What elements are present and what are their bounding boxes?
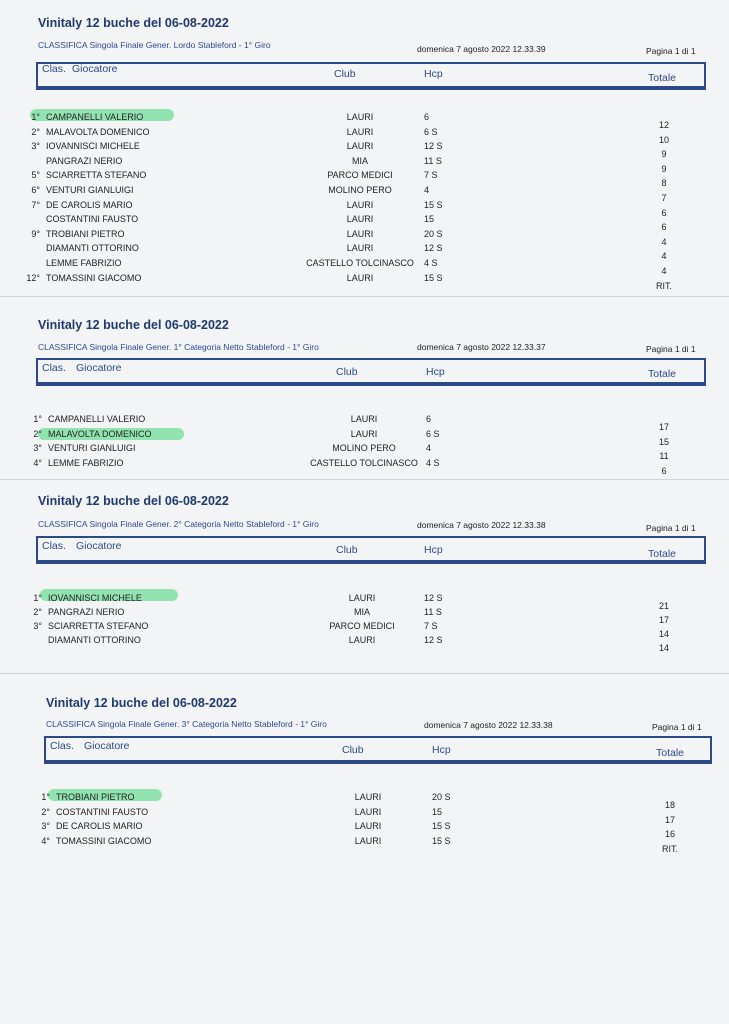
table-header-box: [36, 536, 706, 562]
classification-subtitle: CLASSIFICA Singola Finale Gener. 3° Categoria Netto Stableford - 1° Giro: [46, 719, 327, 729]
row-hcp: 15 S: [432, 821, 451, 831]
table-row: [20, 170, 720, 189]
row-player-name: TOMASSINI GIACOMO: [46, 272, 142, 283]
row-player-name: MALAVOLTA DOMENICO: [48, 428, 152, 439]
row-position: 12°: [26, 272, 40, 283]
header-giocatore: Giocatore: [84, 740, 130, 752]
row-player-name: COSTANTINI FAUSTO: [46, 214, 139, 225]
table-row: [20, 243, 720, 262]
header-hcp: Hcp: [424, 544, 443, 556]
row-position: 4°: [41, 835, 50, 846]
row-total: 6: [661, 222, 667, 233]
header-totale: Totale: [648, 72, 677, 84]
row-position: 3°: [33, 621, 42, 631]
row-player-name: VENTURI GIANLUIGI: [46, 185, 134, 195]
table-row: [20, 228, 720, 247]
row-position: 6°: [31, 185, 40, 195]
row-club: LAURI: [354, 821, 382, 831]
header-totale: Totale: [656, 747, 685, 759]
row-club: LAURI: [346, 243, 374, 254]
row-total: RIT.: [655, 280, 672, 291]
row-hcp: 4 S: [426, 457, 440, 468]
row-hcp: 4: [424, 185, 430, 195]
table-row: [22, 635, 722, 653]
row-club: LAURI: [348, 635, 376, 645]
row-hcp: 7 S: [424, 621, 438, 631]
row-club: LAURI: [346, 214, 374, 225]
row-hcp: 12 S: [424, 243, 443, 254]
row-position: 3°: [41, 821, 50, 831]
page-title: Vinitaly 12 buche del 06-08-2022: [38, 494, 229, 508]
row-total: 12: [658, 120, 669, 130]
header-clas: Clas.: [50, 740, 74, 752]
row-position: 1°: [33, 593, 42, 603]
row-total: 9: [661, 149, 667, 160]
row-player-name: COSTANTINI FAUSTO: [56, 806, 149, 817]
row-position: 1°: [41, 792, 50, 802]
row-total: 7: [661, 193, 667, 203]
table-row: [22, 593, 722, 611]
table-row: [22, 443, 722, 461]
row-hcp: 15 S: [424, 199, 443, 210]
row-club: MIA: [351, 155, 368, 166]
table-row: [30, 821, 729, 839]
print-date: domenica 7 agosto 2022 12.33.38: [424, 720, 553, 730]
row-hcp: 4: [426, 443, 432, 453]
print-date: domenica 7 agosto 2022 12.33.38: [417, 520, 546, 530]
table-row: [20, 112, 720, 130]
page-title: Vinitaly 12 buche del 06-08-2022: [46, 696, 237, 710]
table-row: [20, 126, 720, 145]
classification-subtitle: CLASSIFICA Singola Finale Gener. Lordo Stableford - 1° Giro: [38, 40, 271, 50]
row-club: LAURI: [354, 792, 382, 802]
row-total: RIT.: [661, 843, 678, 854]
row-player-name: DE CAROLIS MARIO: [56, 821, 143, 831]
table-row: [22, 414, 722, 432]
row-player-name: SCIARRETTA STEFANO: [48, 621, 149, 631]
row-hcp: 15 S: [432, 835, 451, 846]
row-hcp: 7 S: [424, 170, 438, 181]
print-date: domenica 7 agosto 2022 12.33.37: [417, 342, 546, 352]
row-player-name: CAMPANELLI VALERIO: [46, 112, 144, 122]
row-hcp: 12 S: [424, 141, 443, 152]
row-player-name: IOVANNISCI MICHELE: [46, 141, 140, 152]
row-hcp: 6: [426, 414, 432, 424]
row-total: 8: [661, 178, 667, 189]
header-giocatore: Giocatore: [76, 540, 122, 552]
row-position: 2°: [33, 607, 42, 617]
row-total: 21: [658, 601, 669, 611]
row-hcp: 15 S: [424, 272, 443, 283]
row-total: 18: [664, 800, 675, 810]
table-header-box: [36, 62, 706, 88]
row-player-name: SCIARRETTA STEFANO: [46, 170, 147, 181]
row-player-name: PANGRAZI NERIO: [46, 155, 123, 166]
table-row: [20, 214, 720, 233]
row-position: 5°: [31, 170, 40, 181]
row-position: 2°: [31, 126, 40, 137]
row-hcp: 20 S: [432, 792, 451, 802]
row-position: 4°: [33, 457, 42, 468]
table-row: [20, 185, 720, 203]
table-row: [20, 272, 720, 291]
row-hcp: 15: [432, 806, 443, 817]
row-club: CASTELLO TOLCINASCO: [306, 258, 414, 268]
row-player-name: CAMPANELLI VALERIO: [48, 414, 146, 424]
row-player-name: PANGRAZI NERIO: [48, 607, 125, 617]
row-player-name: DIAMANTI OTTORINO: [48, 635, 141, 645]
table-row: [20, 199, 720, 218]
row-club: LAURI: [346, 126, 374, 137]
page-number: Pagina 1 di 1: [652, 722, 702, 732]
row-position: 9°: [31, 228, 40, 239]
row-player-name: LEMME FABRIZIO: [48, 457, 124, 468]
table-header-box: [36, 358, 706, 384]
row-club: PARCO MEDICI: [327, 170, 393, 181]
row-total: 4: [661, 236, 667, 247]
classification-subtitle: CLASSIFICA Singola Finale Gener. 1° Categoria Netto Stableford - 1° Giro: [38, 342, 319, 352]
row-position: 1°: [31, 112, 40, 122]
row-position: 1°: [33, 414, 42, 424]
row-club: CASTELLO TOLCINASCO: [310, 457, 418, 468]
row-club: LAURI: [348, 593, 376, 603]
row-total: 10: [658, 134, 669, 145]
table-row: [20, 258, 720, 276]
table-row: [22, 607, 722, 625]
row-position: 7°: [31, 199, 40, 210]
row-player-name: TROBIANI PIETRO: [46, 228, 125, 239]
row-club: LAURI: [346, 112, 374, 122]
header-hcp: Hcp: [426, 366, 445, 378]
header-clas: Clas.: [42, 540, 66, 552]
row-club: LAURI: [346, 199, 374, 210]
row-player-name: DIAMANTI OTTORINO: [46, 243, 139, 254]
row-total: 6: [661, 465, 667, 476]
page-title: Vinitaly 12 buche del 06-08-2022: [38, 318, 229, 332]
row-club: MOLINO PERO: [328, 185, 392, 195]
row-player-name: TROBIANI PIETRO: [56, 792, 135, 802]
print-date: domenica 7 agosto 2022 12.33.39: [417, 44, 546, 54]
row-total: 16: [664, 829, 675, 839]
row-hcp: 20 S: [424, 228, 443, 239]
row-position: 2°: [41, 806, 50, 817]
row-total: 11: [659, 451, 669, 461]
row-total: 4: [661, 266, 667, 276]
section-divider: [0, 296, 729, 297]
row-club: LAURI: [354, 835, 382, 846]
row-hcp: 4 S: [424, 258, 438, 268]
row-total: 4: [661, 251, 667, 262]
table-row: [22, 457, 722, 476]
row-total: 6: [661, 207, 667, 218]
row-hcp: 6 S: [424, 126, 438, 137]
row-hcp: 15: [424, 214, 435, 225]
header-clas: Clas.: [42, 63, 66, 75]
row-player-name: TOMASSINI GIACOMO: [56, 835, 152, 846]
section-divider: [0, 673, 729, 674]
page-number: Pagina 1 di 1: [646, 523, 696, 533]
page-number: Pagina 1 di 1: [646, 344, 696, 354]
row-total: 9: [661, 163, 667, 174]
row-club: MIA: [353, 607, 370, 617]
row-total: 15: [658, 436, 669, 447]
row-total: 14: [658, 629, 669, 639]
row-player-name: VENTURI GIANLUIGI: [48, 443, 136, 453]
row-player-name: DE CAROLIS MARIO: [46, 199, 133, 210]
header-hcp: Hcp: [432, 744, 451, 756]
row-club: LAURI: [350, 428, 378, 439]
row-club: LAURI: [346, 141, 374, 152]
row-player-name: LEMME FABRIZIO: [46, 258, 122, 268]
table-row: [22, 621, 722, 639]
header-club: Club: [336, 544, 358, 556]
page-title: Vinitaly 12 buche del 06-08-2022: [38, 16, 229, 30]
row-hcp: 12 S: [424, 635, 443, 645]
header-club: Club: [334, 68, 356, 80]
table-header-box: [44, 736, 712, 762]
row-club: LAURI: [346, 228, 374, 239]
table-row: [30, 806, 729, 825]
row-player-name: MALAVOLTA DOMENICO: [46, 126, 150, 137]
table-row: [30, 835, 729, 854]
row-position: 3°: [33, 443, 42, 453]
classification-subtitle: CLASSIFICA Singola Finale Gener. 2° Categoria Netto Stableford - 1° Giro: [38, 519, 319, 529]
row-total: 14: [658, 643, 669, 653]
header-clas: Clas.: [42, 362, 66, 374]
row-total: 17: [658, 422, 669, 432]
table-row: [20, 155, 720, 174]
header-club: Club: [336, 366, 358, 378]
row-club: LAURI: [350, 414, 378, 424]
row-hcp: 6: [424, 112, 430, 122]
row-club: LAURI: [346, 272, 374, 283]
header-giocatore: Giocatore: [72, 63, 118, 75]
table-row: [22, 428, 722, 447]
row-club: MOLINO PERO: [332, 443, 396, 453]
table-row: [20, 141, 720, 160]
header-club: Club: [342, 744, 364, 756]
row-position: 2°: [33, 428, 42, 439]
row-hcp: 6 S: [426, 428, 440, 439]
row-total: 17: [658, 615, 669, 625]
row-hcp: 11 S: [424, 607, 442, 617]
table-row: [30, 792, 729, 810]
header-hcp: Hcp: [424, 68, 443, 80]
row-club: LAURI: [354, 806, 382, 817]
row-club: PARCO MEDICI: [329, 621, 395, 631]
header-giocatore: Giocatore: [76, 362, 122, 374]
row-player-name: IOVANNISCI MICHELE: [48, 593, 142, 603]
header-totale: Totale: [648, 548, 677, 560]
section-divider: [0, 479, 729, 480]
row-hcp: 11 S: [424, 155, 442, 166]
row-position: 3°: [31, 141, 40, 152]
page-number: Pagina 1 di 1: [646, 46, 696, 56]
header-totale: Totale: [648, 368, 677, 380]
row-total: 17: [664, 814, 675, 825]
row-hcp: 12 S: [424, 593, 443, 603]
